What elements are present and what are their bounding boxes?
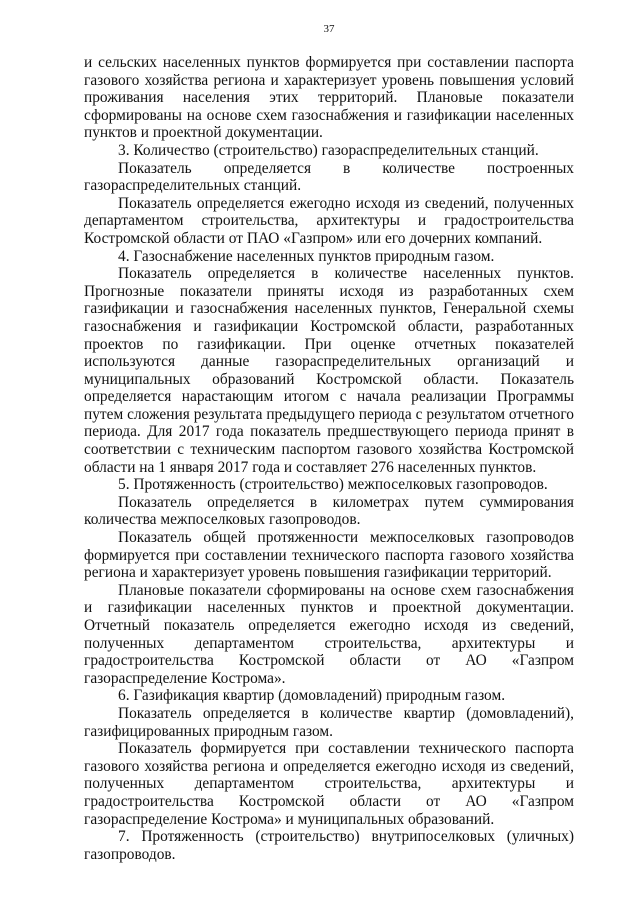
paragraph: Показатель определяется в количестве квартир (домовладений), газифицированных природным газом. bbox=[84, 704, 574, 740]
paragraph: 5. Протяженность (строительство) межпоселковых газопроводов. bbox=[118, 476, 548, 494]
paragraph: Показатель формируется при составлении технического паспорта газового хозяйства региона и определяется ежегодно исходя из сведений, полученных департаментом строительства, архитектуры и градостроительства Костромской области от АО «Газпром газораспределение Кострома» и муниципальных образований. bbox=[84, 740, 574, 828]
page-number: 37 bbox=[323, 23, 335, 35]
paragraph: Показатель общей протяженности межпоселковых газопроводов формируется при составлении технического паспорта газового хозяйства региона и характеризует уровень повышения газификации территорий. bbox=[84, 529, 574, 582]
paragraph: Показатель определяется в количестве населенных пунктов. Прогнозные показатели приняты исходя из разработанных схем газификации и газоснабжения населенных пунктов, Генеральной схемы газоснабжения и газификации Костромской области, разработанных проектов по газификации. При оценке отчетных показателей используются данные газораспределительных организаций и муниципальных образований Костромской области. Показатель определяется нарастающим итогом с начала реализации Программы путем сложения результата предыдущего периода с результатом отчетного периода. Для 2017 года показатель предшествующего периода принят в соответствии с техническим паспортом газового хозяйства Костромской области на 1 января 2017 года и составляет 276 населенных пунктов. bbox=[84, 265, 574, 476]
paragraph: 7. Протяженность (строительство) внутрипоселковых (уличных) газопроводов. bbox=[84, 828, 574, 863]
document-page bbox=[84, 22, 574, 863]
paragraph: Плановые показатели сформированы на основе схем газоснабжения и газификации населенных пунктов и проектной документации. Отчетный показатель определяется ежегодно исходя из сведений, полученных департаментом строительства, архитектуры и градостроительства Костромской области от АО «Газпром газораспределение Кострома». bbox=[84, 581, 574, 687]
paragraph: Показатель определяется ежегодно исходя из сведений, полученных департаментом строительства, архитектуры и градостроительства Костромской области от ПАО «Газпром» или его дочерних компаний. bbox=[84, 194, 574, 247]
paragraph: 6. Газификация квартир (домовладений) природным газом. bbox=[118, 687, 506, 705]
paragraph: 3. Количество (строительство) газораспределительных станций. bbox=[118, 141, 539, 159]
paragraph: и сельских населенных пунктов формируется при составлении паспорта газового хозяйства региона и характеризует уровень повышения условий проживания населения этих территорий. Плановые показатели сформированы на основе схем газоснабжения и газификации населенных пунктов и проектной документации. bbox=[84, 54, 574, 142]
paragraph: Показатель определяется в количестве построенных газораспределительных станций. bbox=[84, 159, 574, 195]
document-body bbox=[84, 54, 574, 863]
paragraph: 4. Газоснабжение населенных пунктов природным газом. bbox=[118, 247, 495, 265]
paragraph: Показатель определяется в километрах путем суммирования количества межпоселковых газопроводов. bbox=[84, 493, 574, 529]
